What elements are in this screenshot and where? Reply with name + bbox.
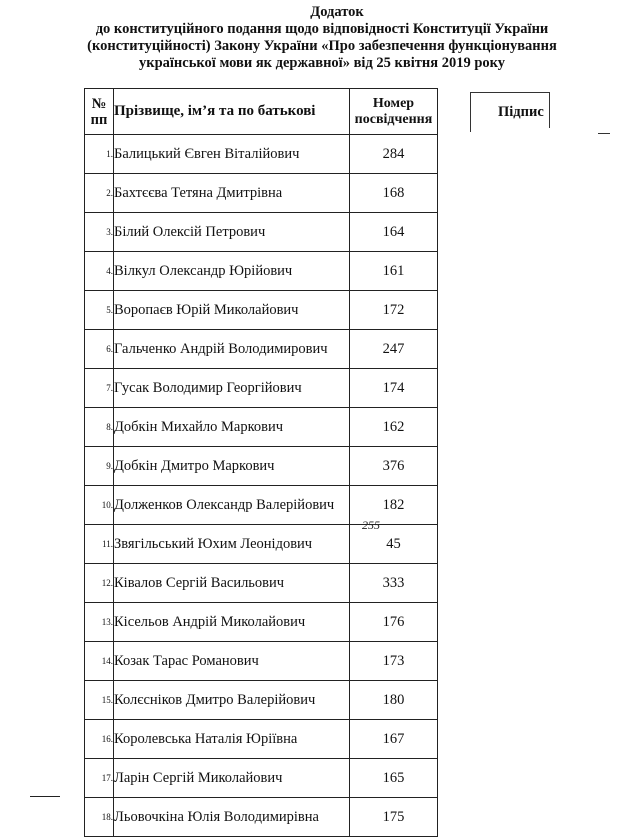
row-number: 13.: [85, 603, 114, 642]
row-number: 5.: [85, 291, 114, 330]
row-certificate: 172: [350, 291, 438, 330]
table-row: [85, 447, 438, 486]
row-certificate: 247: [350, 330, 438, 369]
row-certificate: 173: [350, 642, 438, 681]
header-line-1: до конституційного подання щодо відповідності Конституції України: [95, 21, 549, 37]
row-number: 7.: [85, 369, 114, 408]
deputies-table: [84, 88, 438, 837]
row-certificate: 167: [350, 720, 438, 759]
column-header-signature: Підпис: [498, 104, 544, 120]
row-name: Гусак Володимир Георгійович: [114, 369, 350, 408]
row-number: 6.: [85, 330, 114, 369]
signature-column-border-right: [549, 92, 550, 128]
table-row: [85, 213, 438, 252]
table-row: [85, 174, 438, 213]
table-row: [85, 525, 438, 564]
row-name: Козак Тарас Романович: [114, 642, 350, 681]
row-number: 14.: [85, 642, 114, 681]
table-row: [85, 135, 438, 174]
row-name: Королевська Наталія Юріївна: [114, 720, 350, 759]
document-header: [0, 4, 644, 72]
row-name: Ківалов Сергій Васильович: [114, 564, 350, 603]
row-name: Балицький Євген Віталійович: [114, 135, 350, 174]
row-number: 18.: [85, 798, 114, 837]
row-name: Бахтєєва Тетяна Дмитрівна: [114, 174, 350, 213]
row-number: 1.: [85, 135, 114, 174]
row-number: 17.: [85, 759, 114, 798]
table-row: [85, 720, 438, 759]
row-certificate: 161: [350, 252, 438, 291]
table-row: [85, 486, 438, 525]
row-name: Білий Олексій Петрович: [114, 213, 350, 252]
row-name: Добкін Дмитро Маркович: [114, 447, 350, 486]
column-header-number-line2: пп: [90, 111, 108, 128]
row-name: Добкін Михайло Маркович: [114, 408, 350, 447]
row-name: Долженков Олександр Валерійович: [114, 486, 350, 525]
row-number: 11.: [85, 525, 114, 564]
row-name: Воропаєв Юрій Миколайович: [114, 291, 350, 330]
row-name: Кісельов Андрій Миколайович: [114, 603, 350, 642]
row-number: 8.: [85, 408, 114, 447]
margin-stroke: [30, 796, 60, 797]
table-header-row: [85, 89, 438, 135]
row-name: Вілкул Олександр Юрійович: [114, 252, 350, 291]
table-row: [85, 252, 438, 291]
row-certificate: 284: [350, 135, 438, 174]
row-certificate: 182: [350, 486, 438, 525]
column-header-number: [85, 89, 114, 135]
row-number: 4.: [85, 252, 114, 291]
row-number: 3.: [85, 213, 114, 252]
signature-column-border-top: [470, 92, 550, 93]
row-certificate: 164: [350, 213, 438, 252]
row-certificate: 174: [350, 369, 438, 408]
table-row: [85, 603, 438, 642]
row-certificate: 175: [350, 798, 438, 837]
column-header-number-line1: №: [91, 95, 107, 112]
table-row: [85, 291, 438, 330]
row-certificate: 176: [350, 603, 438, 642]
column-header-certificate-line1: Номер: [372, 95, 415, 111]
row-certificate: 162: [350, 408, 438, 447]
header-line-2: (конституційності) Закону України «Про забезпечення функціонування: [87, 38, 557, 54]
table-row: [85, 798, 438, 837]
row-number: 16.: [85, 720, 114, 759]
column-header-name: Прізвище, ім’я та по батькові: [114, 89, 350, 135]
row-name: Гальченко Андрій Володимирович: [114, 330, 350, 369]
row-name: Звягільський Юхим Леонідович: [114, 525, 350, 564]
row-certificate: 168: [350, 174, 438, 213]
row-name: Льовочкіна Юлія Володимирівна: [114, 798, 350, 837]
row-certificate: 333: [350, 564, 438, 603]
row-name: Колєсніков Дмитро Валерійович: [114, 681, 350, 720]
table-row: [85, 642, 438, 681]
signature-column-border-left: [470, 92, 471, 132]
row-number: 9.: [85, 447, 114, 486]
signature-column-tick: [598, 133, 610, 134]
table-row: [85, 759, 438, 798]
row-certificate: 165: [350, 759, 438, 798]
column-header-certificate-line2: посвідчення: [354, 111, 433, 127]
row-number: 2.: [85, 174, 114, 213]
row-number: 15.: [85, 681, 114, 720]
table-row: [85, 681, 438, 720]
header-line-3: української мови як державної» від 25 квітня 2019 року: [138, 55, 506, 71]
handwritten-note: 255: [362, 518, 380, 532]
row-number: 10.: [85, 486, 114, 525]
table-row: [85, 330, 438, 369]
table-row: [85, 369, 438, 408]
row-certificate: 180: [350, 681, 438, 720]
row-certificate: 376: [350, 447, 438, 486]
document-title: Додаток: [310, 4, 364, 20]
row-certificate: 45: [350, 525, 438, 564]
table-row: [85, 408, 438, 447]
table-row: [85, 564, 438, 603]
row-name: Ларін Сергій Миколайович: [114, 759, 350, 798]
column-header-certificate: [350, 89, 438, 135]
row-number: 12.: [85, 564, 114, 603]
